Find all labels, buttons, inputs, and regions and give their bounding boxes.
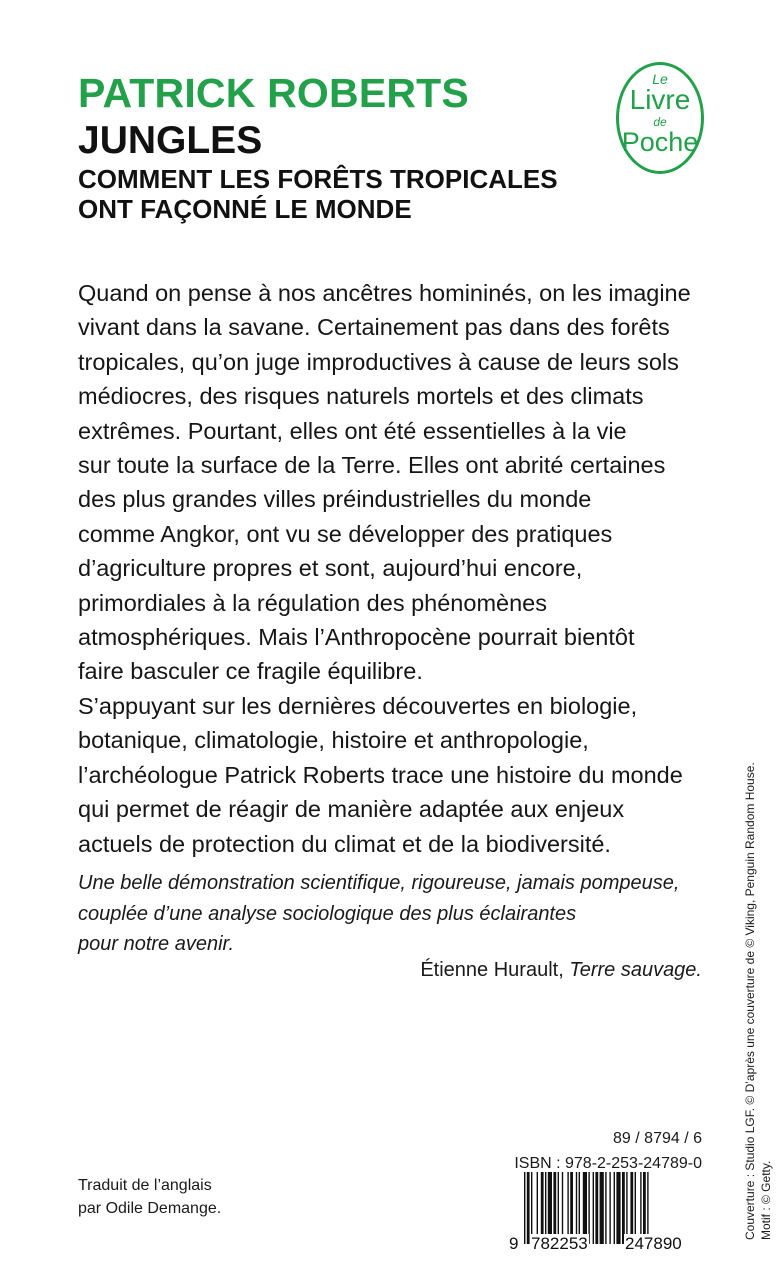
logo-livre: Livre	[629, 84, 691, 115]
description-line: actuels de protection du climat et de la biodiversité.	[78, 830, 611, 857]
book-subtitle	[78, 164, 598, 224]
description-line: sur toute la surface de la Terre. Elles ont abrité certaines	[78, 452, 666, 479]
description-line: qui permet de réagir de manière adaptée aux enjeux	[78, 796, 625, 823]
subtitle-line: COMMENT LES FORÊTS TROPICALES	[78, 164, 558, 194]
translator-line: Traduit de l’anglais	[78, 1177, 212, 1194]
logo-de: de	[653, 115, 667, 129]
quote-line: couplée d’une analyse sociologique des plus éclairantes	[78, 902, 577, 925]
barcode	[508, 1172, 718, 1254]
description-line: extrêmes. Pourtant, elles ont été essentielles à la vie	[78, 417, 627, 444]
description-line: Quand on pense à nos ancêtres homininés, on les imagine	[78, 280, 691, 306]
logo-poche: Poche	[621, 127, 699, 157]
description-line: vivant dans la savane. Certainement pas dans des forêts	[78, 314, 670, 341]
description-line: atmosphériques. Mais l’Anthropocène pourrait bientôt	[78, 624, 635, 651]
quote-attribution	[420, 955, 702, 985]
description-line: S’appuyant sur les dernières découvertes en biologie,	[78, 692, 638, 719]
translator-credit	[78, 1174, 221, 1220]
quote-author: Étienne Hurault,	[420, 959, 570, 981]
quote-publication: Terre sauvage.	[569, 959, 702, 981]
press-quote	[78, 868, 718, 960]
quote-line: Une belle démonstration scientifique, rigoureuse, jamais pompeuse,	[78, 872, 680, 894]
translator-line: par Odile Demange.	[78, 1200, 222, 1217]
cover-credits	[742, 640, 774, 1240]
description-line: d’agriculture propres et sont, aujourd’hui encore,	[78, 555, 583, 582]
barcode-digits	[508, 1234, 718, 1254]
description-line: faire basculer ce fragile équilibre.	[78, 658, 423, 685]
description-line: l’archéologue Patrick Roberts trace une histoire du monde	[78, 761, 683, 788]
subtitle-line: ONT FAÇONNÉ LE MONDE	[78, 194, 412, 224]
description-line: primordiales à la régulation des phénomènes	[78, 589, 547, 616]
description-line: botanique, climatologie, histoire et anthropologie,	[78, 727, 589, 754]
description-line: des plus grandes villes préindustrielles du monde	[78, 486, 592, 513]
book-title: JUNGLES	[78, 119, 263, 162]
isbn: ISBN : 978-2-253-24789-0	[514, 1155, 702, 1172]
author-name: PATRICK ROBERTS	[78, 70, 469, 116]
quote-line: pour notre avenir.	[78, 933, 235, 955]
description-line: comme Angkor, ont vu se développer des pratiques	[78, 520, 613, 547]
credits-line: Motif : © Getty.	[759, 1160, 773, 1240]
catalog-number: 89 / 8794 / 6	[613, 1130, 702, 1147]
description-line: médiocres, des risques naturels mortels et des climats	[78, 383, 644, 410]
barcode-right-group: 247890	[625, 1234, 682, 1253]
barcode-left-group: 782253	[531, 1234, 588, 1253]
description-line: tropicales, qu’on juge improductives à cause de leurs sols	[78, 348, 679, 375]
barcode-first-digit: 9	[509, 1234, 519, 1253]
book-description	[78, 276, 718, 861]
logo-le: Le	[652, 71, 668, 87]
catalog-codes	[514, 1126, 702, 1176]
livre-de-poche-logo	[616, 62, 704, 174]
credits-line: Couverture : Studio LGF. © D’après une couverture de © Viking, Penguin Random House.	[743, 762, 757, 1240]
